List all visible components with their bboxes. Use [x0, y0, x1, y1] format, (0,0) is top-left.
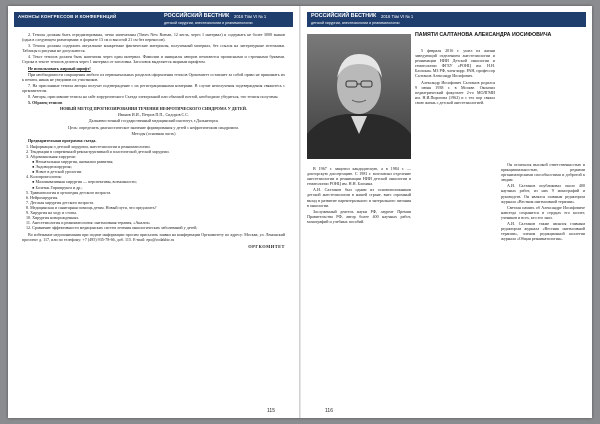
paragraph: А.И. Салтанов был одним из основоположников детской анестезиологии в нашей стране, внес огромный вклад в развитие парентерального и энтерального питания в онкологии. [307, 187, 411, 208]
page-number: 116 [325, 408, 333, 414]
paragraph: 3. Тезисы должны содержать актуальные конкретные фактические материалы, полученный материал, без ссылок на литературные источники. Таблицы и рисунки не допускаются. [22, 43, 285, 54]
article-title: ПАМЯТИ САЛТАНОВА АЛЕКСАНДРА ИОСИФОВИЧА [415, 32, 552, 38]
portrait-image [307, 34, 411, 159]
header-subtitle: детской хирургии, анестезиологии и реаниматологии [311, 21, 400, 25]
article-column-1-lower [307, 166, 411, 225]
left-page-body [22, 32, 285, 249]
paragraph: 7. На присланные тезисы авторы получат подтверждение с их регистрационными номерами. В случае неполучения подтверждения свяжитесь с оргкомитетом. [22, 82, 285, 93]
paragraph: А.И. Салтанов также являлся главным редактором журнала «Вестник интенсивной терапии», членом редакционной коллегии журнала «Общая реаниматология». [501, 221, 585, 242]
list-item: 11. Анестезиология и реаниматология: интенсивная терапия, «Анализ» [26, 220, 151, 226]
example-authors: Иванов И.И., Петров П.П., Сидоров С.С. [117, 112, 190, 118]
header-series: АНОНСЫ КОНГРЕССОВ И КОНФЕРЕНЦИЙ [18, 14, 117, 19]
paragraph: В 1967 г. защитил кандидатскую, а в 1984 г. — докторскую диссертацию. С 1981 г. возглавлял отделение анестезиологии и реанимации НИИ детской онкологии и гематологии РОНЦ им. Н.Н. Блохина. [307, 166, 411, 187]
example-title: НОВЫЙ МЕТОД ПРОГНОЗИРОВАНИЯ ТЕЧЕНИЯ НЕФРОТИЧЕСКОГО СИНДРОМА У ДЕТЕЙ. [60, 106, 247, 112]
example-method: Методы (основная часть) [131, 130, 176, 136]
article-column-1 [415, 48, 495, 106]
rules-heading: Не использовать жирный шрифт! [28, 65, 91, 71]
list-item: ● Неонатальная хирургия, аномалии развития; [32, 159, 114, 165]
list-item: ● Болезнь Гиршпрунга и др.; [32, 184, 83, 190]
right-page [301, 6, 592, 418]
list-item: 1. Информация о детской хирургии, анестезиологии и реаниматологии. [26, 143, 151, 149]
list-item: 5. Травматология и ортопедия детского возраста. [26, 189, 112, 195]
right-page-header [307, 12, 586, 27]
paragraph: 4. Текст тезисов должен быть напечатан через один интервал. Фамилии и инициалы авторов печатаются прописными и строчными буквами. Строка в тексте тезисов делится через 1 интервал от заголовка. Заголовок выделяется жирным шрифтом. [22, 54, 285, 65]
portrait-photo [307, 34, 411, 159]
paragraph: 2. Тезисы должны быть отредактированы, четко напечатаны (Times New Roman, 12 кегль, через 1 интервал) и содержать не более 3000 знаков (одна в следующем размещении: в формате 13 см и высотой 21 см без переносов). [22, 32, 285, 43]
left-page [8, 6, 299, 418]
header-journal: РОССИЙСКИЙ ВЕСТНИК [311, 13, 377, 19]
article-column-2 [501, 162, 585, 242]
program-heading: Предварительная программа съезда. [28, 137, 97, 143]
magazine-spread [8, 6, 592, 418]
header-journal: РОССИЙСКИЙ ВЕСТНИК [164, 13, 230, 19]
list-item: 8. Медицинская и санитарная помощь детям. Новый пути, что предлагать? [26, 204, 157, 210]
contact-paragraph: Во избежание недопонимания при подаче информации просим присылать заявки на конференции Оргкомитету по адресу: Москва, ул. Ленинский проспект д. 117, или по телефону: +7 (495) 935-78-66, доб. 115. E-mail: epo@rodakhir.ru [22, 232, 285, 243]
list-item: 4. Колопроктология: [26, 174, 62, 180]
header-volume: 2016 Том VI № 1 [381, 14, 414, 19]
example-goal: Цель: определить диагностическое значение формирования у детей с нефротическим синдромом. [68, 124, 239, 130]
list-item: 10. Хирургия новорожденных. [26, 215, 80, 221]
paragraph: Заслуженный деятель науки РФ, лауреат Премии Правительства РФ, автор более 400 научных работ, монографий и учебных пособий. [307, 208, 411, 224]
page-number: 115 [267, 408, 275, 414]
paragraph: Александр Иосифович Салтанов родился 9 июня 1938 г. в Москве. Окончил педиатрический факультет 2-го МОЛГМИ им. Н.И.Пирогова (1962) и с тех пор связал свою жизнь с детской анестезиологией. [415, 79, 495, 105]
list-item: 7. Детская хирургия детского возраста. [26, 199, 95, 205]
header-subtitle: детской хирургии, анестезиологии и реаниматологии [164, 21, 253, 25]
list-item: 12. Сравнение эффективности медицинских систем лечения онкологических заболеваний у детей. [26, 225, 198, 231]
example-heading: 5. Образец тезисов [28, 100, 63, 106]
list-item: ● Малоинвазивная хирургия — перспективы, возможности; [32, 179, 137, 185]
example-affiliation: Дальневосточный государственный медицинский институт, г.Дальнегорск [88, 118, 219, 124]
paragraph: При необходимости сокращения любого из первоначальных разделов оформления тезисов Оргкомитет оставляет за собой право не принимать их к печати, никак не уведомив их участников. [22, 71, 285, 82]
paragraph: А.И. Салтанов опубликовал около 400 научных работ, из них 9 монографий и руководств. Он являлся главным редактором журнала «Вестник интенсивной терапии». [501, 183, 585, 204]
program-list [22, 144, 285, 231]
left-page-header [14, 12, 293, 27]
paragraph: 8. Авторы, приславшие тезисы на сайт хирургического Съезда электронной или обычной почтой, необходимо убедиться, что тезисы получены. [28, 94, 279, 100]
signature: ОРГКОМИТЕТ [248, 243, 285, 249]
list-item: ● Эндовидеохирургия; [32, 164, 72, 170]
list-item: 9. Хирургия на ходу и стопы. [26, 210, 77, 215]
header-volume: 2016 Том VI № 1 [234, 14, 267, 19]
list-item: 2. Тенденции в современной реконструктивной и пластической детской хирургии. [26, 148, 170, 154]
paragraph: Он отличался высокой ответственностью и принципиальностью, редкими организаторскими способностями и добротой к людям. [501, 162, 585, 183]
list-item: ● Новое в детской урологии. [32, 169, 83, 175]
paragraph: 5 февраля 2016 г. ушел из жизни заведующий отделением анестезиологии и реанимации НИИ Детской онкологии и гематологии ФГБУ «РОНЦ им. Н.Н. Блохина» МЗ РФ, член-корр. РАН, профессор Салтанов Александр Иосифович. [415, 48, 495, 79]
list-item: 6. Нейрохирургия. [26, 194, 59, 200]
paragraph: Светлая память об Александре Иосифовиче навсегда сохранится в сердцах его коллег, учеников и всех, кто его знал. [501, 204, 585, 220]
list-item: 3. Абдоминальная хирургия: [26, 153, 76, 159]
